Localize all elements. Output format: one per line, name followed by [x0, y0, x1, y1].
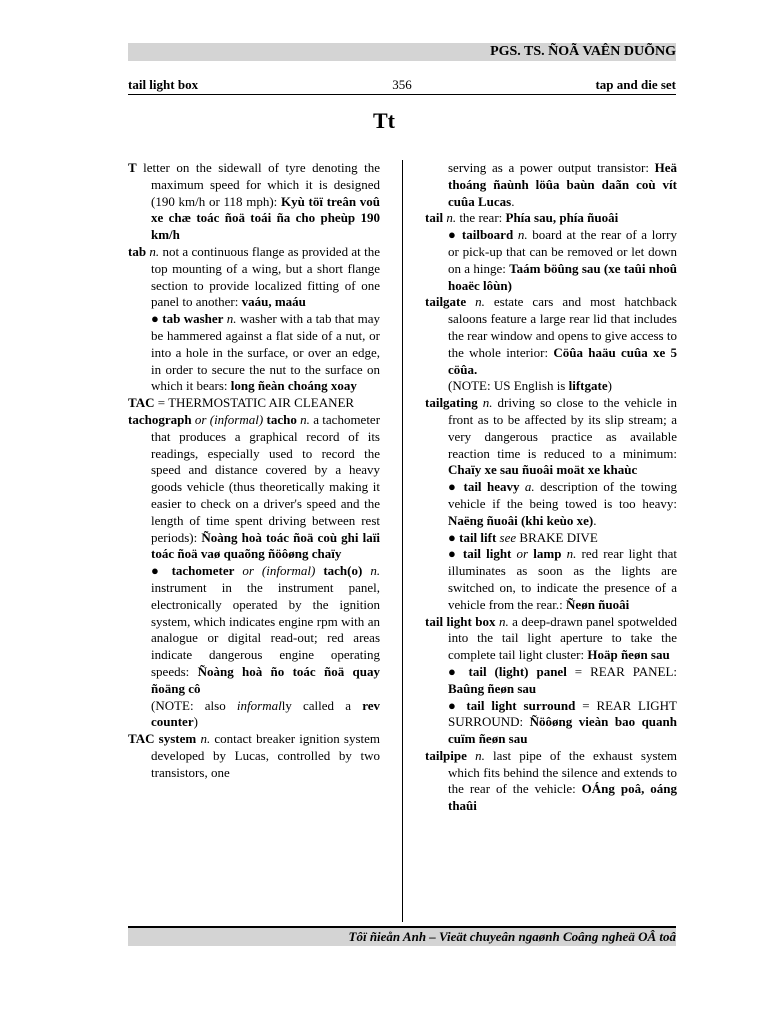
entry-headword: tail lift — [459, 529, 497, 545]
entry-translation: Phía sau, phía ñuoâi — [505, 210, 619, 226]
entry-headword: tailpipe — [425, 747, 467, 763]
entry-headword: tachometer — [171, 563, 235, 579]
entry-note — [128, 698, 380, 732]
cross-reference-label: see — [499, 529, 517, 545]
part-of-speech: n. — [566, 546, 577, 562]
entry-headword: tail light surround — [466, 697, 576, 713]
entry-definition: description of the towing vehicle if the being towed is too heavy: — [448, 479, 678, 511]
entry-headword-variant: tach(o) — [323, 563, 363, 579]
right-column — [425, 160, 677, 815]
entry-definition: serving as a power output transistor: — [448, 160, 655, 175]
entry-headword: tailgating — [425, 395, 478, 411]
entry-definition: a tachometer that produces a graphical record of its readings, especially used to record the speed and distance covered by a heavy goods vehicle (thus theoretically making it easier to check on a driver's speed and the length of time spent driving between rest periods): — [151, 411, 381, 545]
note-italic: informal — [236, 697, 282, 713]
running-header — [128, 76, 676, 95]
entry-headword: tab washer — [162, 311, 224, 327]
part-of-speech: n. — [475, 747, 485, 763]
entry-punct: . — [593, 512, 597, 528]
note-term: rev counter — [151, 697, 380, 730]
note-term: liftgate — [568, 378, 608, 394]
entry-definition: a deep-drawn panel spotwelded into the tail light aperture to take the complete tail light cluster: — [448, 613, 677, 663]
entry-definition: last pipe of the exhaust system which fits behind the silence and extends to the rear of the vehicle: — [448, 747, 678, 797]
entry-definition: estate cars and most hatchback saloons feature a large rear lid that includes the rear window and opens to give access to the whole interior: — [448, 294, 678, 360]
entry-headword: tailgate — [425, 294, 467, 310]
dictionary-entry — [425, 614, 677, 664]
entry-headword: TAC — [128, 395, 155, 411]
sub-entry — [425, 698, 677, 748]
running-head-left: tail light box — [128, 77, 199, 92]
bullet-icon: ● — [448, 227, 458, 243]
entry-variant-note: or (informal) — [242, 563, 316, 579]
entry-definition: = THERMOSTATIC AIR CLEANER — [154, 395, 355, 411]
entry-punct: . — [511, 193, 515, 209]
page-number: 356 — [392, 77, 412, 92]
dictionary-entry — [128, 244, 380, 311]
bullet-icon: ● — [151, 311, 159, 327]
entry-headword: tab — [128, 243, 147, 259]
entry-definition: instrument in the instrument panel, electronically operated by the ignition system, which indicates engine rpm with an analogue or digital read-out; red areas indicate dangerous engine operating speeds: — [151, 579, 380, 679]
left-column — [128, 160, 380, 781]
entry-definition: washer with a tab that may be hammered against a flat side of a nut, or into a hole in the surface, or over an edge, in order to secure the nut to the surface on which it bears: — [151, 311, 381, 394]
note-text: ) — [193, 714, 198, 730]
entry-translation: Cöûa haäu cuûa xe 5 cöûa. — [448, 344, 678, 377]
dictionary-entry — [128, 412, 380, 563]
entry-translation: Heä thoáng ñaùnh löûa baùn daãn coù vít cuûa Lucas — [448, 160, 677, 209]
entry-translation: Chaïy xe sau ñuoâi moät xe khaùc — [448, 462, 638, 478]
sub-entry — [425, 227, 677, 294]
entry-headword: tailboard — [461, 227, 514, 243]
part-of-speech: a. — [524, 479, 535, 495]
dictionary-entry — [425, 395, 677, 479]
entry-translation: long ñeàn choáng xoay — [230, 378, 357, 394]
column-divider — [402, 160, 403, 922]
bullet-icon: ● — [448, 546, 458, 562]
part-of-speech: n. — [200, 731, 211, 747]
entry-headword: T — [128, 160, 137, 175]
entry-definition: red rear light that illuminates as soon as the lights are switched on, to indicate the presence of a vehicle from the rear.: — [448, 546, 678, 612]
bullet-icon: ● — [448, 529, 456, 545]
entry-variant-note: or — [516, 546, 529, 562]
part-of-speech: n. — [482, 395, 493, 411]
part-of-speech: n. — [149, 243, 160, 259]
cross-reference-target: BRAKE DIVE — [516, 529, 598, 545]
entry-headword: tail heavy — [463, 479, 520, 495]
part-of-speech: n. — [498, 613, 509, 629]
dictionary-entry — [425, 294, 677, 378]
entry-variant-note: or (informal) — [194, 411, 264, 427]
sub-entry — [128, 311, 380, 395]
sub-entry — [425, 664, 677, 698]
part-of-speech: n. — [370, 563, 381, 579]
note-text: ly called a — [281, 697, 363, 713]
entry-translation: OÁng poâ, oáng thaûi — [448, 781, 678, 814]
note-text: (NOTE: also — [151, 697, 237, 713]
dictionary-entry — [425, 210, 677, 227]
entry-headword: tail (light) panel — [468, 663, 567, 679]
sub-entry — [425, 479, 677, 529]
entry-continuation — [425, 160, 677, 210]
dictionary-entry — [425, 748, 677, 815]
bullet-icon: ● — [448, 663, 461, 679]
entry-headword: tail — [425, 210, 444, 226]
entry-translation: vaáu, maáu — [241, 294, 306, 310]
author-banner — [128, 43, 676, 61]
author-name: PGS. TS. ÑOÃ VAÊN DUÕNG — [490, 44, 676, 59]
entry-translation: Hoäp ñeøn sau — [587, 647, 670, 663]
part-of-speech: n. — [446, 210, 457, 226]
dictionary-entry — [128, 395, 380, 412]
entry-definition: = REAR PANEL: — [566, 663, 678, 679]
entry-definition: driving so close to the vehicle in front as to be affected by its slip stream; a very dangerous practice as available reaction time is reduced to a minimum: — [448, 395, 678, 461]
entry-translation: Ñöôøng vieàn bao quanh cuïm ñeøn sau — [448, 714, 677, 747]
entry-headword: tail light — [462, 546, 512, 562]
entry-translation: Naëng ñuoâi (khi keùo xe) — [448, 512, 594, 528]
entry-headword-variant: lamp — [533, 546, 562, 562]
entry-headword-variant: tacho — [266, 411, 297, 427]
entry-headword: TAC system — [128, 731, 197, 747]
sub-entry — [425, 546, 677, 613]
entry-definition: contact breaker ignition system developed by Lucas, controlled by two transistors, one — [151, 731, 381, 780]
entry-headword: tail light box — [425, 613, 496, 629]
section-letter: Tt — [373, 108, 395, 133]
entry-translation: Taám böûng sau (xe taûi nhoû hoaëc lôùn) — [448, 260, 678, 293]
part-of-speech: n. — [475, 294, 485, 310]
note-text: (NOTE: US English is — [448, 378, 569, 394]
entry-definition: board at the rear of a lorry or pick-up that can be removed or let down on a hinge: — [448, 227, 677, 276]
part-of-speech: n. — [226, 311, 237, 327]
part-of-speech: n. — [517, 227, 528, 243]
entry-definition: not a continuous flange as provided at the top mounting of a wing, but a short flange section to provide localized fitting of one panel to another: — [151, 243, 380, 310]
entry-definition: the rear: — [456, 210, 506, 226]
running-head-right: tap and die set — [595, 77, 676, 92]
bullet-icon: ● — [151, 563, 164, 579]
bullet-icon: ● — [448, 479, 459, 495]
dictionary-entry — [128, 160, 380, 244]
sub-entry — [128, 563, 380, 697]
page-footer — [128, 926, 676, 946]
entry-translation: Kyù töï treân voû xe chæ toác ñoä toái ña cho pheùp 190 km/h — [151, 193, 380, 243]
footer-title: Tôï ñieån Anh – Vieät chuyeân ngaønh Coâng ngheä OÂ toâ — [348, 929, 676, 944]
entry-translation: Ñeøn ñuoâi — [566, 596, 630, 612]
bullet-icon: ● — [448, 697, 460, 713]
part-of-speech: n. — [300, 411, 310, 427]
entry-translation: Ñoàng hoà toác ñoä coù ghi laïi toác ñoä vaø quaõng ñöôøng chaïy — [151, 529, 380, 562]
entry-definition: = REAR LIGHT SURROUND: — [448, 697, 678, 730]
entry-definition: letter on the sidewall of tyre denoting the maximum speed for which it is designed (190 km/h or 118 mph): — [136, 160, 380, 209]
entry-translation: Ñoàng hoà ño toác ñoä quay ñoäng cô — [151, 663, 380, 696]
sub-entry — [425, 530, 677, 547]
dictionary-entry — [128, 731, 380, 781]
entry-translation: Baûng ñeøn sau — [448, 680, 537, 696]
note-text: ) — [607, 378, 612, 394]
entry-note — [425, 378, 677, 395]
entry-headword: tachograph — [128, 411, 192, 427]
